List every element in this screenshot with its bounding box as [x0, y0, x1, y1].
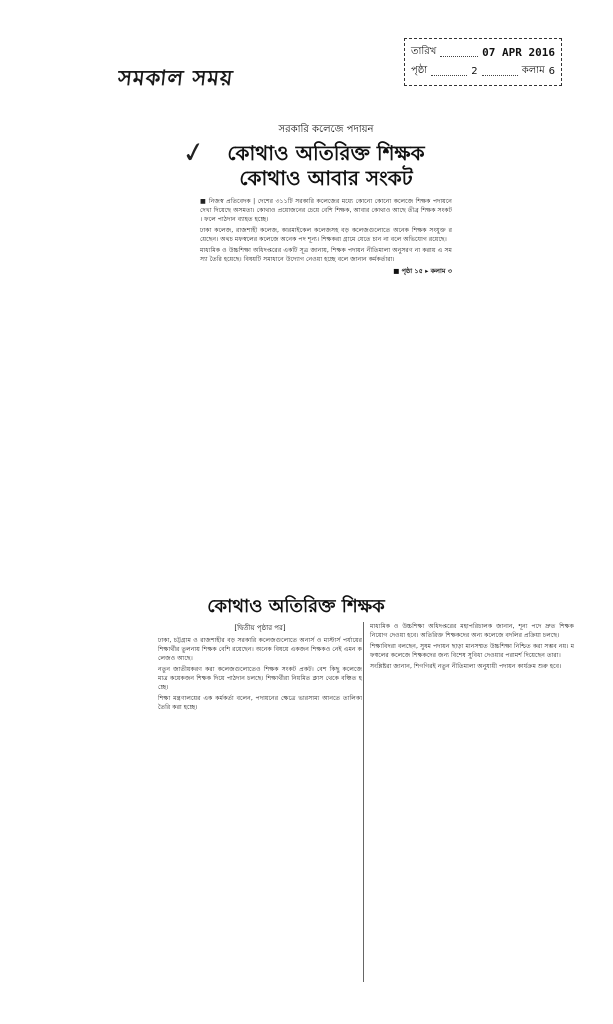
stamp-date-value: 07 APR 2016 [482, 46, 555, 59]
continuation-paragraph: শিক্ষাবিদরা বলছেন, সুষম পদায়ন ছাড়া মানসম্মত উচ্চশিক্ষা নিশ্চিত করা সম্ভব নয়। মফস্বলের কলেজে শিক্ষকদের জন্য বিশেষ সুবিধা দেওয়ার পরামর্শ দিয়েছেন তারা। [370, 643, 574, 659]
continuation-paragraph: নতুন জাতীয়করণ করা কলেজগুলোতেও শিক্ষক সংকট প্রকট। বেশ কিছু কলেজে মাত্র কয়েকজন শিক্ষক দিয়ে পাঠদান চলছে। শিক্ষার্থীরা নিয়মিত ক্লাস থেকে বঞ্চিত হচ্ছে। [158, 666, 362, 691]
continued-on-note: ■ পৃষ্ঠা ১৫ ▸ কলাম ৩ [393, 267, 452, 275]
article-paragraph: ■ নিজস্ব প্রতিবেদক | দেশের ৩১১টি সরকারি কলেজের মধ্যে কোনো কোনো কলেজে শিক্ষক পদায়নে দেখা দিয়েছে অসমতা। কোথাও প্রয়োজনের চেয়ে বেশি শিক্ষক, আবার কোথাও আছে তীব্র শিক্ষক সংকট। ফলে পাঠদান ব্যাহত হচ্ছে। [200, 198, 452, 223]
column-divider [363, 622, 364, 982]
clipping-stamp [404, 38, 562, 86]
stamp-date-label: তারিখ [411, 46, 437, 57]
newspaper-masthead: সমকাল সময় [116, 66, 235, 90]
continuation-paragraph: সংশ্লিষ্টরা জানান, শিগগিরই নতুন নীতিমালা অনুযায়ী পদায়ন কার্যক্রম শুরু হবে। [370, 663, 562, 670]
stamp-page-value: 2 [471, 66, 478, 77]
stamp-page-row [411, 62, 555, 81]
pen-tick-mark: ✓ [179, 134, 209, 171]
continuation-clipping [158, 596, 574, 714]
article-paragraph: ঢাকা কলেজ, রাজশাহী কলেজ, কারমাইকেল কলেজসহ বড় কলেজগুলোতে অনেক শিক্ষক সংযুক্ত রয়েছেন। অথচ মফস্বলের কলেজে অনেক পদ শূন্য। শিক্ষকরা গ্রামে যেতে চান না বলে অভিযোগ রয়েছে। [200, 227, 452, 243]
continuation-column-1 [158, 622, 362, 714]
continuation-paragraph: মাধ্যমিক ও উচ্চশিক্ষা অধিদপ্তরের মহাপরিচালক জানান, শূন্য পদে দ্রুত শিক্ষক নিয়োগ দেওয়া হবে। অতিরিক্ত শিক্ষকদের অন্য কলেজে বদলির প্রক্রিয়া চলছে। [370, 623, 574, 639]
article-clipping [179, 122, 452, 277]
stamp-column-value: 6 [548, 66, 556, 77]
headline-line-1: কোথাও অতিরিক্ত শিক্ষক [227, 141, 425, 165]
stamp-column-label: কলাম [521, 65, 545, 76]
continuation-headline: কোথাও অতিরিক্ত শিক্ষক [207, 596, 385, 617]
stamp-date-row [411, 43, 555, 62]
article-body [200, 197, 452, 277]
stamp-page-label: পৃষ্ঠা [411, 65, 428, 76]
article-paragraph: মাধ্যমিক ও উচ্চশিক্ষা অধিদপ্তরের একটি সূত্র জানায়, শিক্ষক পদায়ন নীতিমালা অনুসরণ না করায় এ সমস্যা তৈরি হয়েছে। বিষয়টি সমাধানে উদ্যোগ নেওয়া হচ্ছে বলে জানান কর্মকর্তারা। [200, 247, 452, 263]
continuation-paragraph: শিক্ষা মন্ত্রণালয়ের এক কর্মকর্তা বলেন, পদায়নের ক্ষেত্রে ভারসাম্য আনতে তালিকা তৈরি করা হচ্ছে। [158, 695, 362, 711]
article-headline [200, 141, 452, 191]
continued-from-label: [দ্বিতীয় পৃষ্ঠার পর] [234, 624, 286, 632]
continuation-columns [158, 622, 574, 714]
headline-line-2: কোথাও আবার সংকট [239, 166, 413, 190]
continuation-paragraph: ঢাকা, চট্টগ্রাম ও রাজশাহীর বড় সরকারি কলেজগুলোতে অনার্স ও মাস্টার্স পর্যায়ের শিক্ষার্থীর তুলনায় শিক্ষক বেশি রয়েছেন। অনেক বিষয়ে একজন শিক্ষকও নেই এমন কলেজও আছে। [158, 637, 362, 662]
continuation-column-2 [370, 622, 574, 714]
article-kicker: সরকারি কলেজে পদায়ন [278, 124, 374, 135]
